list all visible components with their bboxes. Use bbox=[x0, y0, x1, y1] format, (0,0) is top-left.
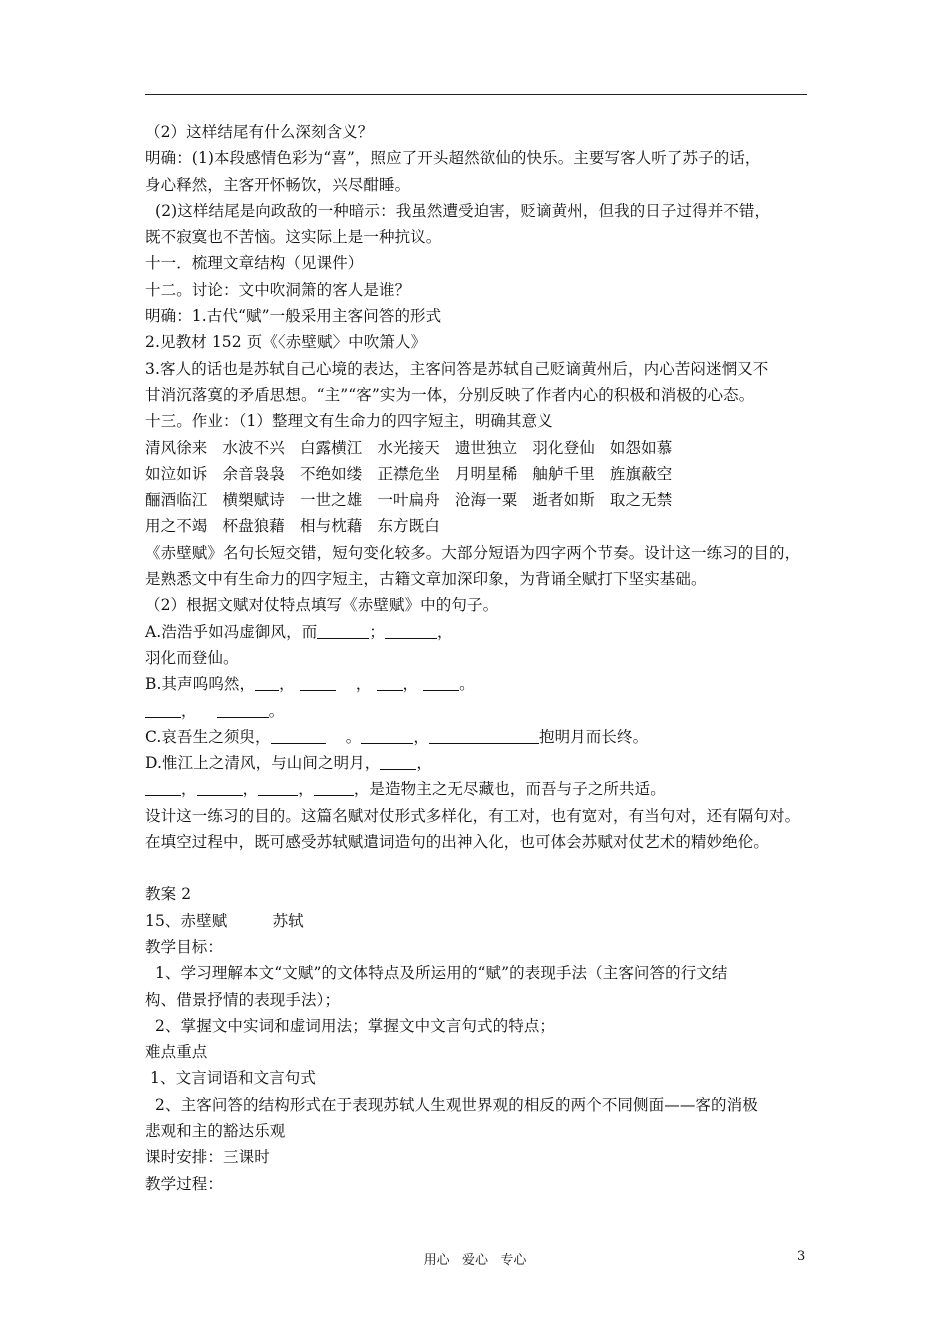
blank-prompt: A.浩浩乎如冯虚御风，而 bbox=[145, 622, 318, 641]
text-line: 3.客人的话也是苏轼自己心境的表达，主客问答是苏轼自己贬谪黄州后，内心苦闷迷惘又不 bbox=[145, 359, 769, 378]
text-line: (2)这样结尾是向政敌的一种暗示：我虽然遭受迫害，贬谪黄州，但我的日子过得并不错， bbox=[145, 201, 771, 220]
blank-punct: ， bbox=[413, 727, 429, 746]
text-line: 2.见教材 152 页《〈赤壁赋〉中吹箫人》 bbox=[145, 333, 427, 352]
blank-prompt: C.哀吾生之须臾， bbox=[145, 727, 271, 746]
text-line: 身心释然，主客开怀畅饮，兴尽酣睡。 bbox=[145, 175, 411, 194]
text-line: 既不寂寞也不苦恼。这实际上是一种抗议。 bbox=[145, 228, 442, 247]
spacer bbox=[145, 855, 817, 881]
text-line: 《赤壁赋》名句长短交错，短句变化较多。大部分短语为四字两个节奏。设计这一练习的目的， bbox=[145, 543, 801, 562]
footer-motto: 用心 爱心 专心 bbox=[423, 1253, 527, 1268]
blank-punct: 。 bbox=[459, 675, 475, 694]
fill-blank-b bbox=[145, 671, 817, 697]
text-line: 设计这一练习的目的。这篇名赋对仗形式多样化，有工对，也有宽对，有当句对，还有隔句对。 bbox=[145, 806, 801, 825]
section-heading: 教学过程： bbox=[145, 1174, 224, 1193]
text-line: 是熟悉文中有生命力的四字短主，古籍文章加深印象，为背诵全赋打下坚实基础。 bbox=[145, 570, 707, 589]
blank-punct: ， bbox=[298, 780, 314, 799]
phrase-row: 清风徐来 水波不兴 白露横江 水光接天 遗世独立 羽化登仙 如怨如慕 bbox=[145, 438, 673, 457]
phrase-row: 酾酒临江 横槊赋诗 一世之雄 一叶扁舟 沧海一粟 逝者如斯 取之无禁 bbox=[145, 491, 673, 510]
text-line: 2、主客问答的结构形式在于表现苏轼人生观世界观的相反的两个不同侧面——客的消极 bbox=[145, 1095, 758, 1114]
blank-line bbox=[423, 673, 459, 691]
blank-line bbox=[145, 700, 181, 718]
text-line: 2、掌握文中实词和虚词用法；掌握文中文言句式的特点； bbox=[145, 1016, 556, 1035]
blank-punct: ， bbox=[416, 754, 433, 773]
blank-punct: 。 bbox=[268, 701, 285, 720]
blank-line bbox=[197, 778, 243, 796]
text-line: 明确：1.古代“赋”一般采用主客问答的形式 bbox=[145, 307, 442, 326]
blank-punct: 。 bbox=[345, 727, 362, 746]
blank-line bbox=[314, 778, 354, 796]
blank-line bbox=[300, 673, 336, 691]
blank-line bbox=[317, 621, 369, 639]
blank-punct: ， bbox=[355, 675, 372, 694]
blank-punct: ， bbox=[242, 780, 259, 799]
document-body bbox=[145, 119, 817, 1197]
blank-line bbox=[255, 673, 279, 691]
text-line: 悲观和主的豁达乐观 bbox=[145, 1121, 286, 1140]
phrase-row: 如泣如诉 余音袅袅 不绝如缕 正襟危坐 月明星稀 舳舻千里 旌旗蔽空 bbox=[145, 464, 673, 483]
blank-line bbox=[271, 726, 326, 744]
blank-line bbox=[377, 673, 403, 691]
fill-blank-d bbox=[145, 750, 817, 776]
blank-punct: ， bbox=[436, 622, 453, 641]
section-heading: 课时安排：三课时 bbox=[145, 1148, 270, 1167]
section-heading: 难点重点 bbox=[145, 1043, 208, 1062]
text-line: （2）这样结尾有什么深刻含义？ bbox=[145, 123, 374, 141]
section-title: 教案 2 bbox=[145, 885, 192, 904]
text-line: 1、学习理解本文“文赋”的文体特点及所运用的“赋”的表现手法（主客问答的行文结 bbox=[145, 964, 728, 983]
text-line: 构、借景抒情的表现手法）； bbox=[145, 990, 341, 1009]
section-heading: 十三。作业：（1）整理文有生命力的四字短主，明确其意义 bbox=[145, 412, 553, 431]
blank-line bbox=[385, 621, 437, 639]
lesson-title: 15、赤壁赋 苏轼 bbox=[145, 911, 304, 930]
blank-suffix: 抱明月而长终。 bbox=[538, 727, 649, 746]
blank-line bbox=[145, 778, 181, 796]
text-line: 甘消沉落寞的矛盾思想。“主”“客”实为一体，分别反映了作者内心的积极和消极的心态。 bbox=[145, 385, 755, 404]
blank-line bbox=[258, 778, 298, 796]
blank-line bbox=[380, 752, 416, 770]
blank-punct: ， bbox=[181, 701, 197, 720]
blank-line bbox=[361, 726, 413, 744]
blank-suffix: ，是造物主之无尽藏也，而吾与子之所共适。 bbox=[353, 780, 666, 799]
header-rule bbox=[145, 94, 807, 95]
fill-blank-b-cont bbox=[145, 698, 817, 724]
section-heading: 十二。讨论：文中吹洞箫的客人是谁？ bbox=[145, 280, 411, 299]
blank-prompt: B.其声呜呜然， bbox=[145, 675, 256, 694]
section-heading: 十一．梳理文章结构（见课件） bbox=[145, 254, 364, 273]
fill-blank-c bbox=[145, 724, 817, 750]
text-line: 明确：(1)本段感情色彩为“喜”，照应了开头超然欲仙的快乐。主要写客人听了苏子的话， bbox=[145, 149, 761, 168]
text-line: 1、文言词语和文言句式 bbox=[145, 1069, 316, 1088]
text-line: 在填空过程中，既可感受苏轼赋遣词造句的出神入化，也可体会苏赋对仗艺术的精妙绝伦。 bbox=[145, 833, 770, 852]
blank-line bbox=[429, 726, 539, 744]
fill-blank-a bbox=[145, 619, 817, 645]
blank-prompt: D.惟江上之清风，与山间之明月， bbox=[145, 754, 381, 773]
blank-line bbox=[217, 700, 269, 718]
fill-blank-d-cont bbox=[145, 776, 817, 802]
blank-punct: ； bbox=[369, 622, 385, 641]
blank-punct: ， bbox=[402, 675, 419, 694]
blank-punct: ， bbox=[181, 780, 197, 799]
section-heading: 教学目标： bbox=[145, 937, 224, 956]
text-line: 羽化而登仙。 bbox=[145, 648, 239, 667]
blank-punct: ， bbox=[279, 675, 295, 694]
text-line: （2）根据文赋对仗特点填写《赤壁赋》中的句子。 bbox=[145, 596, 499, 615]
phrase-row: 用之不竭 杯盘狼藉 相与枕藉 东方既白 bbox=[145, 517, 440, 536]
page-number: 3 bbox=[797, 1249, 806, 1264]
